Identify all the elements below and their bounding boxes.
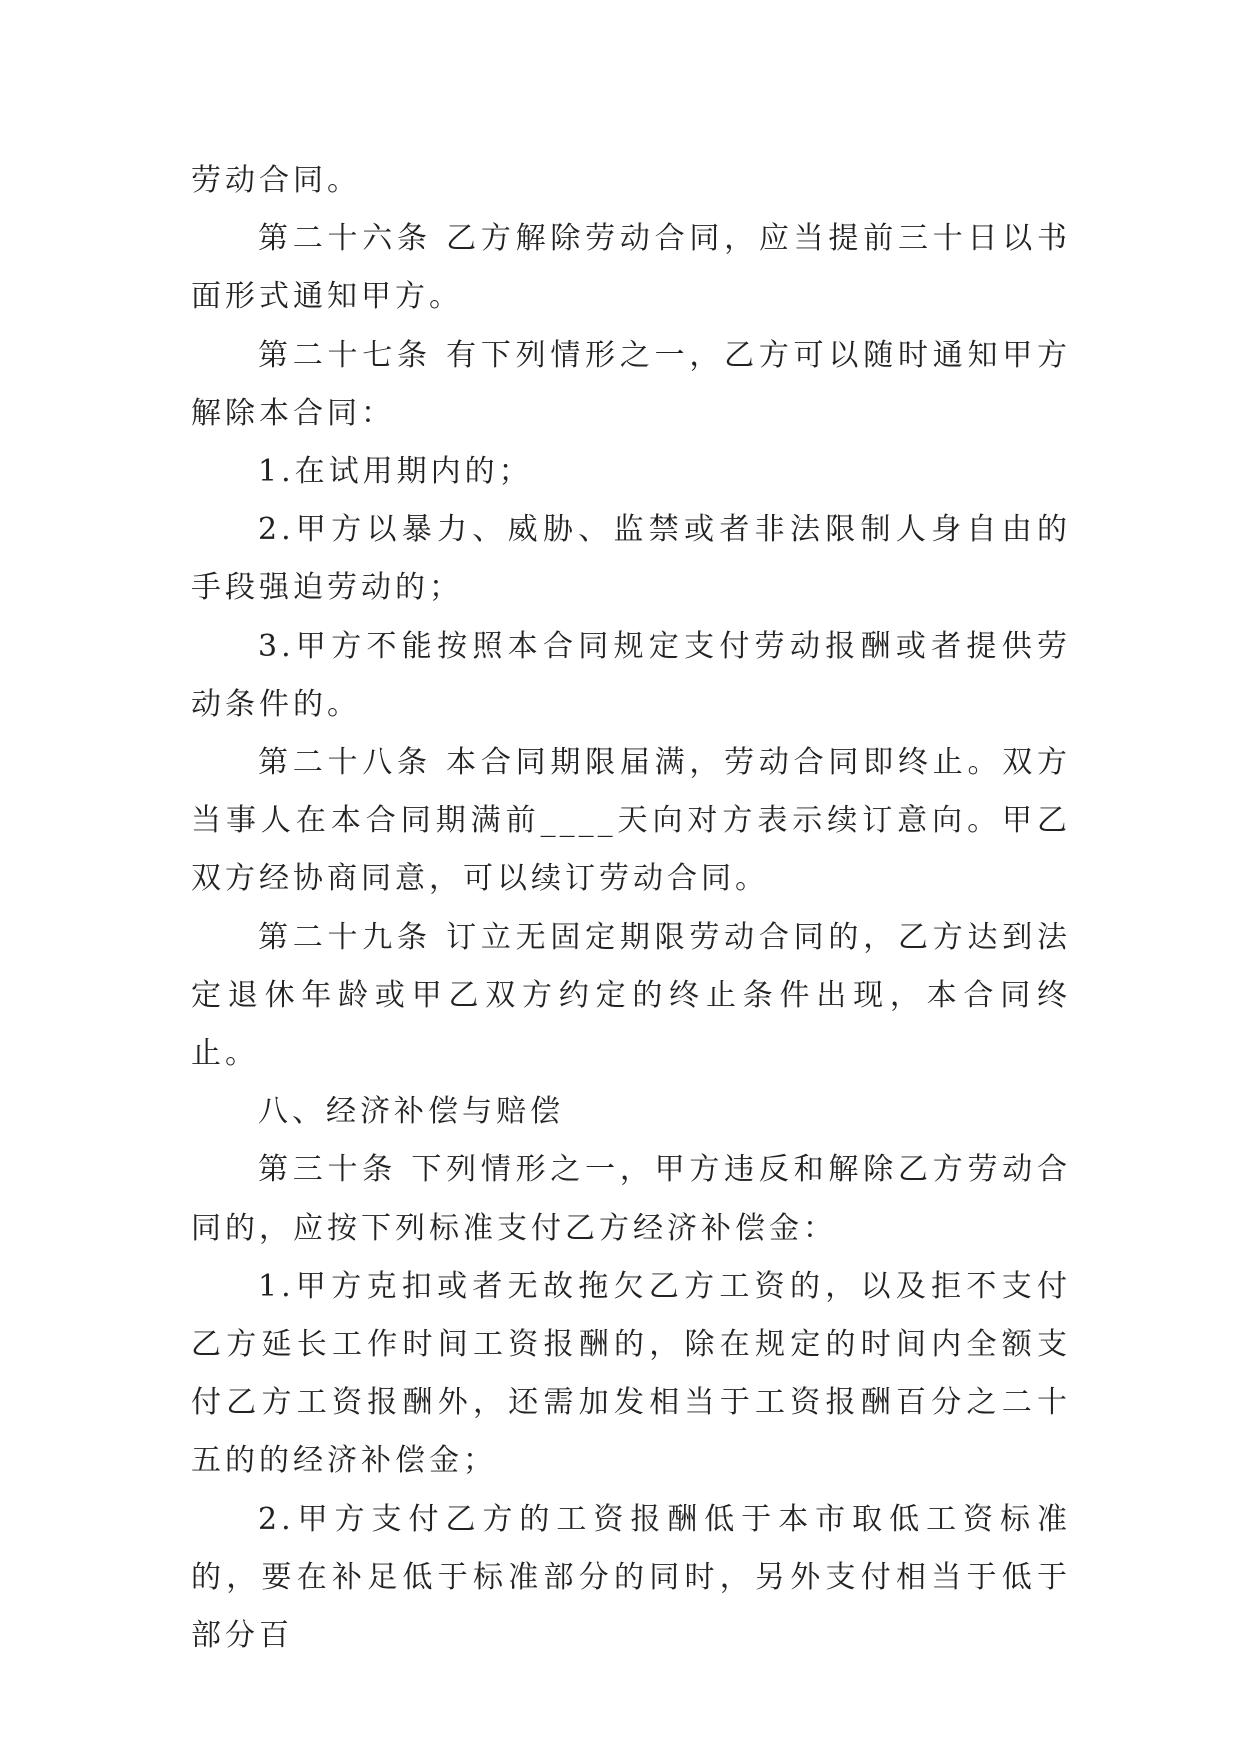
paragraph-article-26: 第二十六条 乙方解除劳动合同，应当提前三十日以书面形式通知甲方。 [191, 221, 1071, 315]
paragraph-article-30-item-2: 2.甲方支付乙方的工资报酬低于本市取低工资标准的，要在补足低于标准部分的同时，另外支付相当于低于部分百 [191, 1501, 1071, 1654]
paragraph-article-28: 第二十八条 本合同期限届满，劳动合同即终止。双方当事人在本合同期满前____天向对方表示续订意向。甲乙双方经协商同意，可以续订劳动合同。 [191, 745, 1071, 897]
paragraph-article-27-item-1: 1.在试用期内的； [258, 454, 533, 490]
section-heading-compensation: 八、经济补偿与赔偿 [258, 1094, 564, 1130]
paragraph-continuation: 劳动合同。 [191, 163, 361, 198]
paragraph-article-27: 第二十七条 有下列情形之一，乙方可以随时通知甲方解除本合同： [191, 337, 1071, 431]
paragraph-article-27-item-2: 2.甲方以暴力、威胁、监禁或者非法限制人身自由的手段强迫劳动的； [191, 512, 1071, 606]
document-body [191, 152, 1071, 1665]
paragraph-article-29: 第二十九条 订立无固定期限劳动合同的，乙方达到法定退休年龄或甲乙双方约定的终止条件出现，本合同终止。 [191, 919, 1071, 1072]
paragraph-article-27-item-3: 3.甲方不能按照本合同规定支付劳动报酬或者提供劳动条件的。 [191, 628, 1071, 722]
paragraph-article-30: 第三十条 下列情形之一，甲方违反和解除乙方劳动合同的，应按下列标准支付乙方经济补偿金： [191, 1152, 1071, 1246]
paragraph-article-30-item-1: 1.甲方克扣或者无故拖欠乙方工资的，以及拒不支付乙方延长工作时间工资报酬的，除在规定的时间内全额支付乙方工资报酬外，还需加发相当于工资报酬百分之二十五的的经济补偿金； [191, 1268, 1071, 1479]
